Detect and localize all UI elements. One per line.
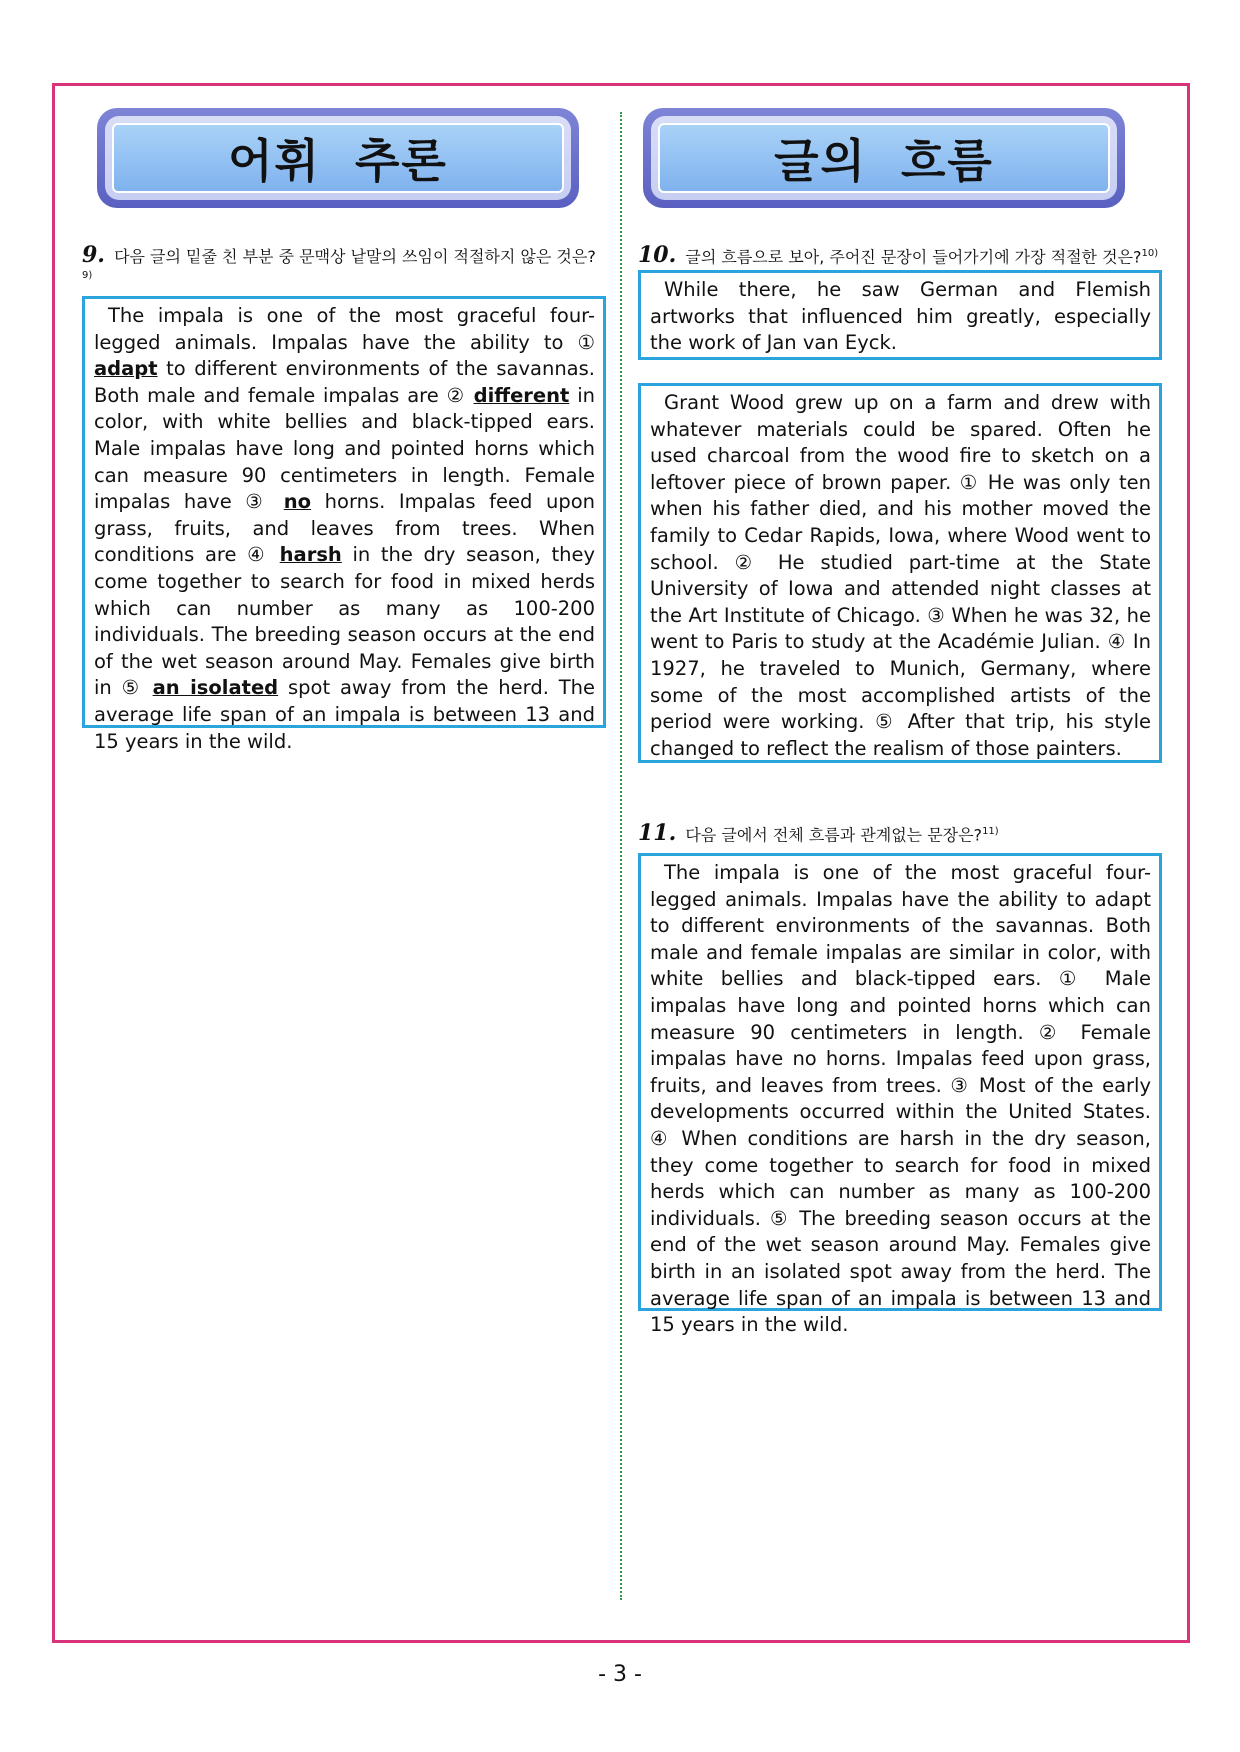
- question-number: 10.: [638, 242, 677, 269]
- footnote-ref: 11): [982, 826, 999, 837]
- question-text: 글의 흐름으로 보아, 주어진 문장이 들어가기에 가장 적절한 것은?: [685, 247, 1142, 267]
- question-11-passage: The impala is one of the most graceful four-legged animals. Impalas have the ability to adapt to different environments of the savannas. Both male and female impalas are similar in color, with white bellies and black-tipped ears. ① Male impalas have long and pointed horns which can measure 90 centimeters in length. ② Female impalas have no horns. Impalas feed upon grass, fruits, and leaves from trees. ③ Most of the early developments occurred within the United States. ④ When conditions are harsh in the dry season, they come together to search for food in mixed herds which can number as many as 100-200 individuals. ⑤ The breeding season occurs at the end of the wet season around May. Females give birth in an isolated spot away from the herd. The average life span of an impala is between 13 and 15 years in the wild.: [638, 853, 1162, 1311]
- question-text: 다음 글에서 전체 흐름과 관계없는 문장은?: [685, 825, 983, 845]
- question-10-prompt: [638, 242, 1178, 269]
- underlined-word-5: an isolated: [152, 676, 279, 700]
- question-9-prompt: [82, 242, 602, 288]
- section-title: 어휘 추론: [228, 134, 448, 188]
- footnote-ref: 9): [82, 270, 93, 281]
- underlined-word-4: harsh: [279, 543, 342, 567]
- question-number: 9.: [82, 242, 105, 268]
- section-header-vocabulary: [97, 108, 579, 208]
- question-text: 다음 글의 밑줄 친 부분 중 문맥상 낱말의 쓰임이 적절하지 않은 것은?: [114, 247, 596, 266]
- section-header-flow: [643, 108, 1125, 208]
- question-9-passage: The impala is one of the most graceful four-legged animals. Impalas have the ability to ① adapt to different environments of the savannas. Both male and female impalas are ② different in color, with white bellies and black-tipped ears. Male impalas have long and pointed horns which can measure 90 centimeters in length. Female impalas have ③ no horns. Impalas feed upon grass, fruits, and leaves from trees. When conditions are ④ harsh in the dry season, they come together to search for food in mixed herds which can number as many as 100-200 individuals. The breeding season occurs at the end of the wet season around May. Females give birth in ⑤ an isolated spot away from the herd. The average life span of an impala is between 13 and 15 years in the wild.: [82, 296, 606, 728]
- underlined-word-1: adapt: [94, 357, 158, 381]
- question-11-prompt: [638, 820, 1178, 847]
- question-number: 11.: [638, 820, 677, 847]
- question-10-given-sentence: While there, he saw German and Flemish artworks that influenced him greatly, especially the work of Jan van Eyck.: [638, 270, 1162, 360]
- footnote-ref: 10): [1141, 248, 1159, 259]
- underlined-word-3: no: [283, 490, 312, 514]
- question-10-passage: Grant Wood grew up on a farm and drew with whatever materials could be spared. Often he used charcoal from the wood fire to sketch on a leftover piece of brown paper. ① He was only ten when his father died, and his mother moved the family to Cedar Rapids, Iowa, where Wood went to school. ② He studied part-time at the State University of Iowa and attended night classes at the Art Institute of Chicago. ③ When he was 32, he went to Paris to study at the Académie Julian. ④ In 1927, he traveled to Munich, Germany, where some of the most accomplished artists of the period were working. ⑤ After that trip, his style changed to reflect the realism of those painters.: [638, 383, 1162, 763]
- section-title: 글의 흐름: [774, 134, 994, 188]
- column-divider: [620, 112, 622, 1600]
- page-number: - 3 -: [598, 1662, 642, 1687]
- underlined-word-2: different: [473, 383, 570, 407]
